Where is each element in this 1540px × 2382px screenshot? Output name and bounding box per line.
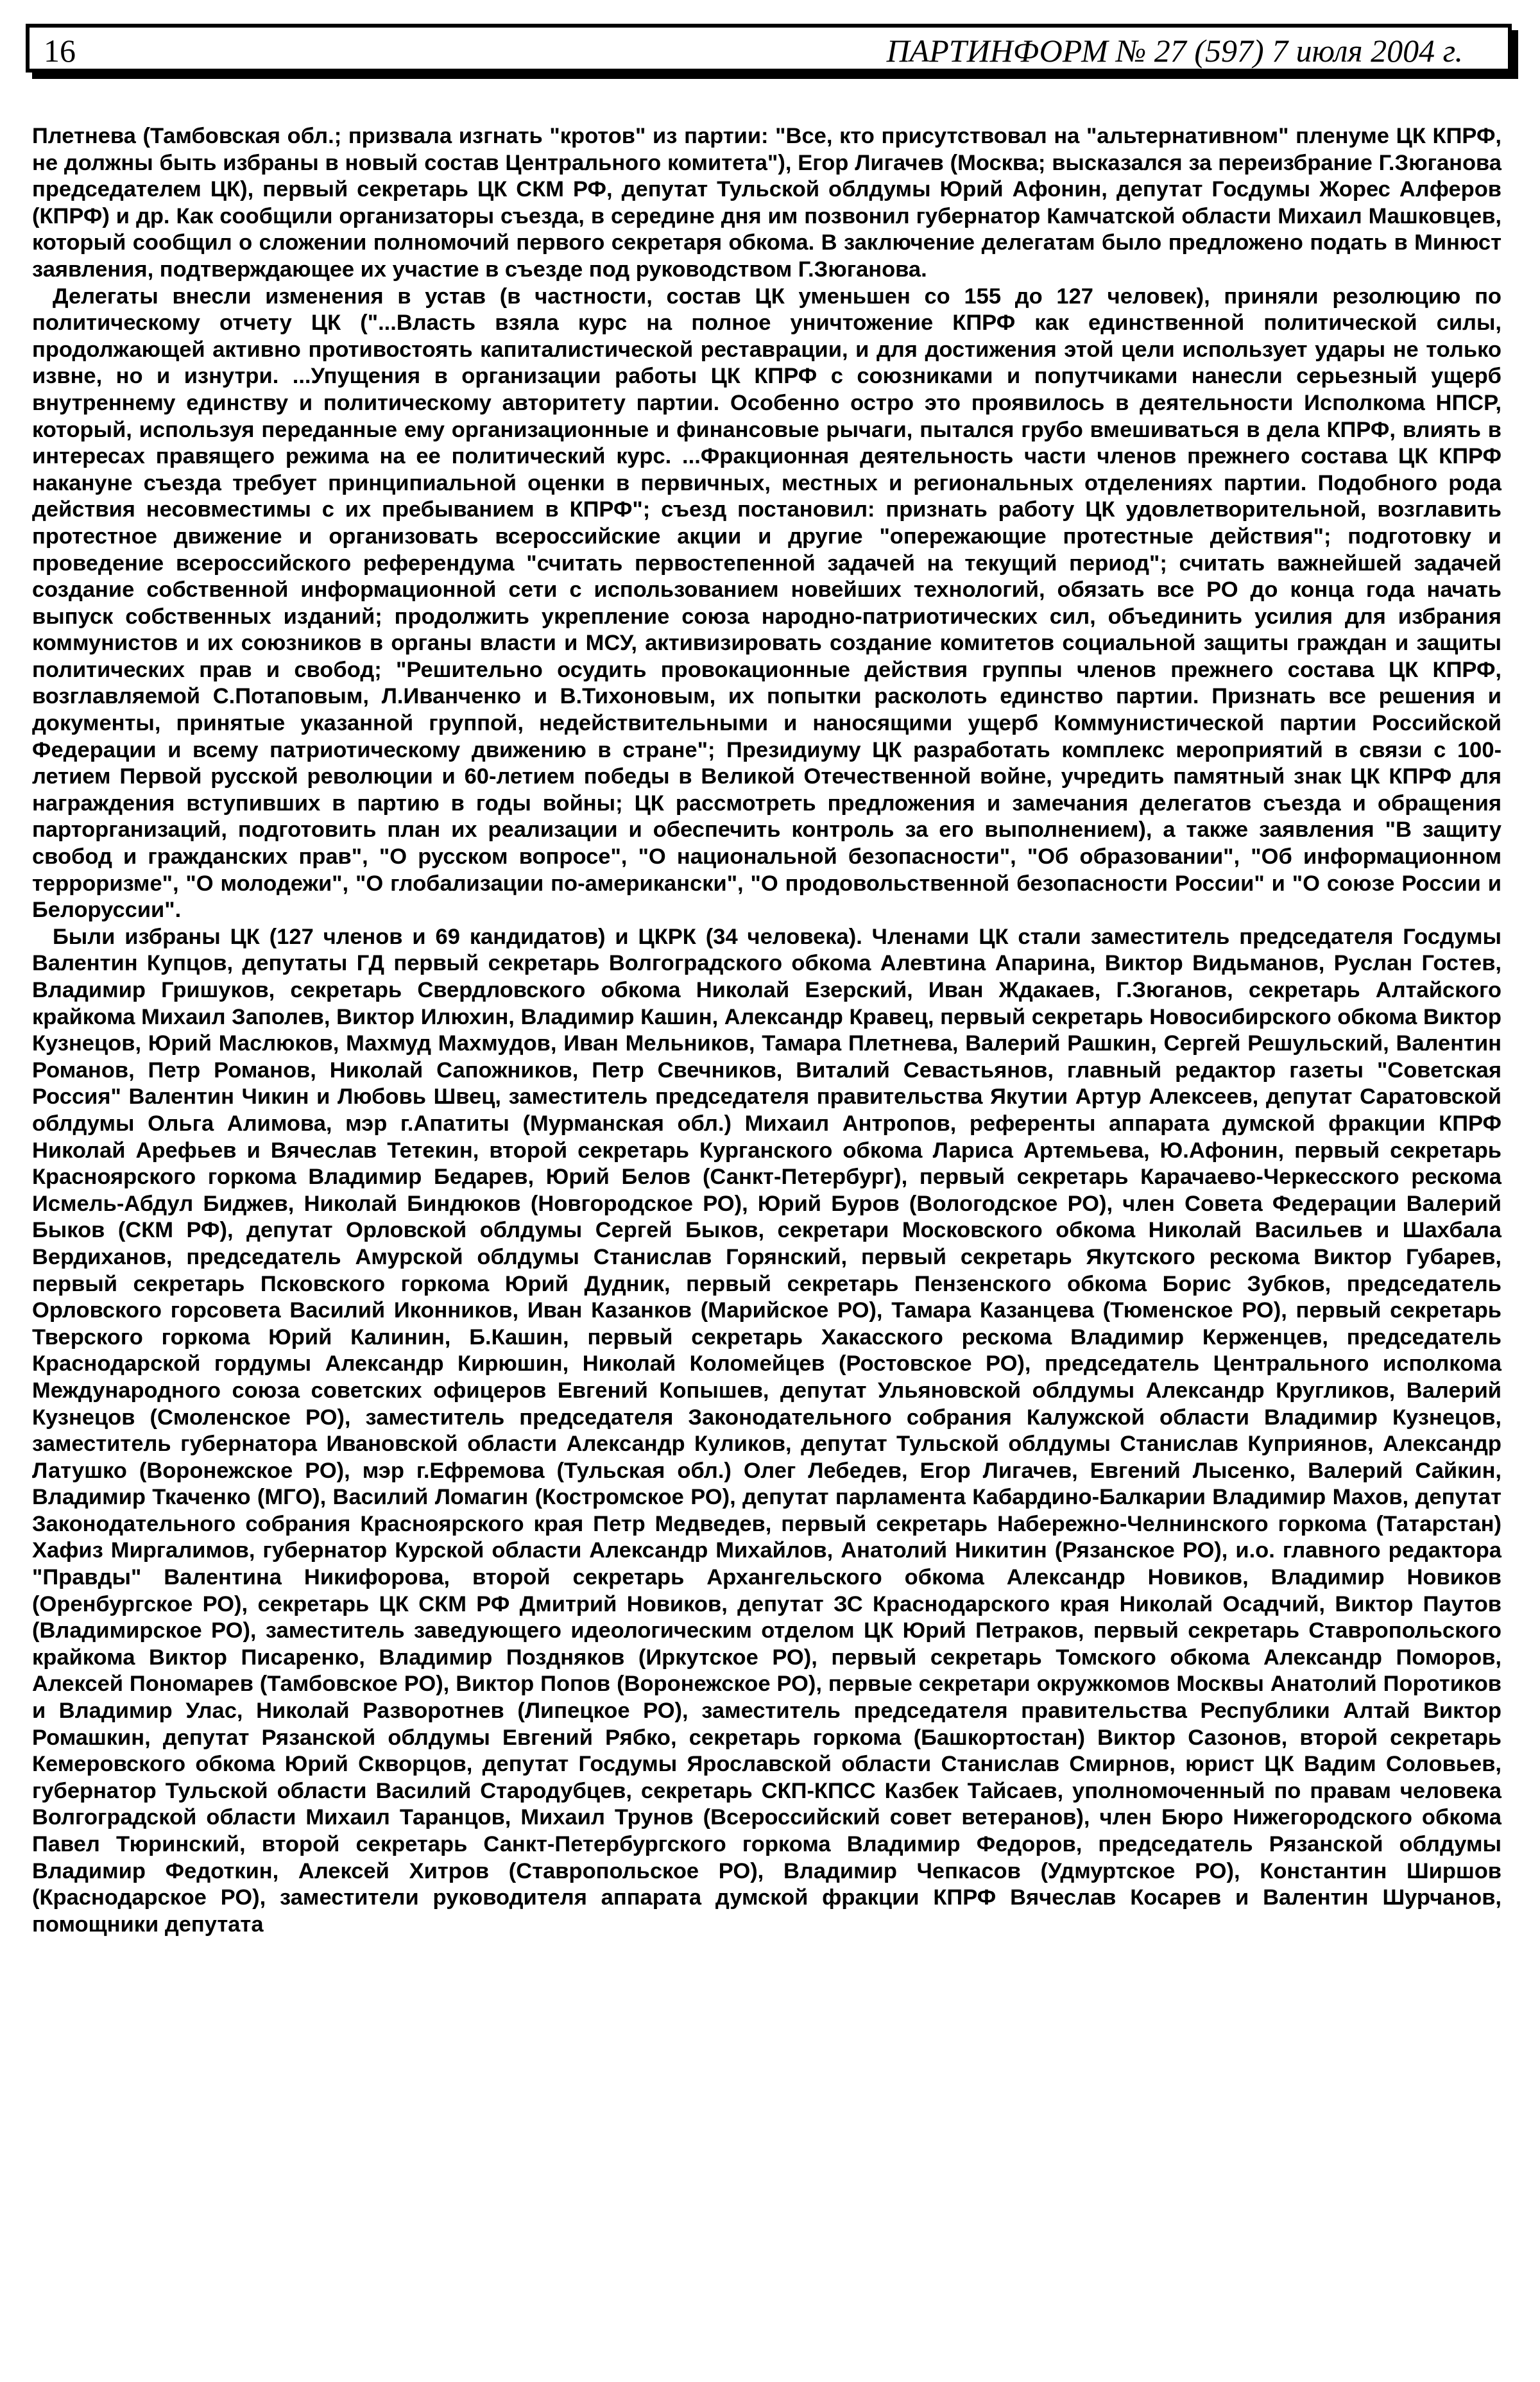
article-paragraph: Были избраны ЦК (127 членов и 69 кандидатов) и ЦКРК (34 человека). Членами ЦК стали заместитель председателя Госдумы Валентин Купцов, депутаты ГД первый секретарь Волгоградского обкома Алевтина Апарина, Виктор Видьманов, Руслан Гостев, Владимир Гришуков, секретарь Свердловского обкома Николай Езерский, Иван Ждакаев, Г.Зюганов, секретарь Алтайского крайкома Михаил Заполев, Виктор Илюхин, Владимир Кашин, Александр Кравец, первый секретарь Новосибирского обкома Виктор Кузнецов, Юрий Маслюков, Махмуд Махмудов, Иван Мельников, Тамара Плетнева, Валерий Рашкин, Сергей Решульский, Валентин Романов, Петр Романов, Николай Сапожников, Петр Свечников, Виталий Севастьянов, главный редактор газеты "Советская Россия" Валентин Чикин и Любовь Швец, заместитель председателя правительства Якутии Артур Алексеев, депутат Саратовской облдумы Ольга Алимова, мэр г.Апатиты (Мурманская обл.) Михаил Антропов, референты аппарата думской фракции КПРФ Николай Арефьев и Вячеслав Тетекин, второй секретарь Курганского обкома Лариса Артемьева, Ю.Афонин, первый секретарь Красноярского горкома Владимир Бедарев, Юрий Белов (Санкт-Петербург), первый секретарь Карачаево-Черкесского рескома Исмель-Абдул Биджев, Николай Биндюков (Новгородское РО), Юрий Буров (Вологодское РО), член Совета Федерации Валерий Быков (СКМ РФ), депутат Орловской облдумы Сергей Быков, секретари Московского обкома Николай Васильев и Шахбала Вердиханов, председатель Амурской облдумы Станислав Горянский, первый секретарь Якутского рескома Виктор Губарев, первый секретарь Псковского горкома Юрий Дудник, первый секретарь Пензенского обкома Борис Зубков, председатель Орловского горсовета Василий Иконников, Иван Казанков (Марийское РО), Тамара Казанцева (Тюменское РО), первый секретарь Тверского горкома Юрий Калинин, Б.Кашин, первый секретарь Хакасского рескома Владимир Керженцев, председатель Краснодарской гордумы Александр Кирюшин, Николай Коломейцев (Ростовское РО), председатель Центрального исполкома Международного союза советских офицеров Евгений Копышев, депутат Ульяновской облдумы Александр Кругликов, Валерий Кузнецов (Смоленское РО), заместитель председателя Законодательного собрания Калужской области Владимир Кузнецов, заместитель губернатора Ивановской области Александр Куликов, депутат Тульской облдумы Станислав Куприянов, Александр Латушко (Воронежское РО), мэр г.Ефремова (Тульская обл.) Олег Лебедев, Егор Лигачев, Евгений Лысенко, Валерий Сайкин, Владимир Ткаченко (МГО), Василий Ломагин (Костромское РО), депутат парламента Кабардино-Балкарии Владимир Махов, депутат Законодательного собрания Красноярского края Петр Медведев, первый секретарь Набережно-Челнинского горкома (Татарстан) Хафиз Миргалимов, губернатор Курской области Александр Михайлов, Анатолий Никитин (Рязанское РО), и.о. главного редактора "Правды" Валентина Никифорова, второй секретарь Архангельского обкома Александр Новиков, Владимир Новиков (Оренбургское РО), секретарь ЦК СКМ РФ Дмитрий Новиков, депутат ЗС Краснодарского края Николай Осадчий, Виктор Паутов (Владимирское РО), заместитель заведующего идеологическим отделом ЦК Юрий Петраков, первый секретарь Ставропольского крайкома Виктор Писаренко, Владимир Поздняков (Иркутское РО), первый секретарь Томского обкома Александр Поморов, Алексей Пономарев (Тамбовское РО), Виктор Попов (Воронежское РО), первые секретари окружкомов Москвы Анатолий Поротиков и Владимир Улас, Николай Разворотнев (Липецкое РО), заместитель председателя правительства Республики Алтай Виктор Ромашкин, депутат Рязанской облдумы Евгений Рябко, секретарь горкома (Башкортостан) Виктор Сазонов, второй секретарь Кемеровского обкома Юрий Скворцов, депутат Госдумы Ярославской области Станислав Смирнов, юрист ЦК Вадим Соловьев, губернатор Тульской области Василий Стародубцев, секретарь СКП-КПСС Казбек Тайсаев, уполномоченный по правам человека Волгоградской области Михаил Таранцов, Михаил Трунов (Всероссийский совет ветеранов), член Бюро Нижегородского обкома Павел Тюринский, второй секретарь Санкт-Петербургского горкома Владимир Федоров, председатель Рязанской облдумы Владимир Федоткин, Алексей Хитров (Ставропольское РО), Владимир Чепкасов (Удмуртское РО), Константин Ширшов (Краснодарское РО), заместители руководителя аппарата думской фракции КПРФ Вячеслав Косарев и Валентин Шурчанов, помощники депутата xyxy=(32,924,1502,1937)
page-number: 16 xyxy=(44,33,76,69)
issue-title: ПАРТИНФОРМ № 27 (597) 7 июля 2004 г. xyxy=(886,33,1463,69)
article-paragraph: Делегаты внесли изменения в устав (в частности, состав ЦК уменьшен со 155 до 127 человек), приняли резолюцию по политическому отчету ЦК ("...Власть взяла курс на полное уничтожение КПРФ как единственной политической силы, продолжающей активно противостоять капиталистической реставрации, и для достижения этой цели использует удары не только извне, но и изнутри. ...Упущения в организации работы ЦК КПРФ с союзниками и попутчиками нанесли серьезный ущерб внутреннему единству и политическому авторитету партии. Особенно остро это проявилось в деятельности Исполкома НПСР, который, используя переданные ему организационные и финансовые рычаги, пытался грубо вмешиваться в дела КПРФ, влиять в интересах правящего режима на ее политический курс. ...Фракционная деятельность части членов прежнего состава ЦК КПРФ накануне съезда требует принципиальной оценки в первичных, местных и региональных отделениях партии. Подобного рода действия несовместимы с их пребыванием в КПРФ"; съезд постановил: признать работу ЦК удовлетворительной, возглавить протестное движение и организовать всероссийские акции и другие "опережающие протестные действия"; подготовку и проведение всероссийского референдума "считать первостепенной задачей на текущий период"; считать важнейшей задачей создание собственной информационной сети с использованием новейших технологий, обязать все РО до конца года начать выпуск собственных изданий; продолжить укрепление союза народно-патриотических сил, объединить усилия для избрания коммунистов и их союзников в органы власти и МСУ, активизировать создание комитетов социальной защиты граждан и защиты политических прав и свобод; "Решительно осудить провокационные действия группы членов прежнего состава ЦК КПРФ, возглавляемой С.Потаповым, Л.Иванченко и В.Тихоновым, их попытки расколоть единство партии. Признать все решения и документы, принятые указанной группой, недействительными и наносящими ущерб Коммунистической партии Российской Федерации и всему патриотическому движению в стране"; Президиуму ЦК разработать комплекс мероприятий в связи с 100-летием Первой русской революции и 60-летием победы в Великой Отечественной войне, учредить памятный знак ЦК КПРФ для награждения вступивших в партию в годы войны; ЦК рассмотреть предложения и замечания делегатов съезда и обращения парторганизаций, подготовить план их реализации и обеспечить контроль за его выполнением), а также заявления "В защиту свобод и гражданских прав", "О русском вопросе", "О национальной безопасности", "Об образовании", "Об информационном терроризме", "О молодежи", "О глобализации по-американски", "О продовольственной безопасности России" и "О союзе России и Белоруссии". xyxy=(32,284,1502,923)
page-header xyxy=(26,24,1512,73)
article-body xyxy=(32,123,1502,1938)
article-paragraph: Плетнева (Тамбовская обл.; призвала изгнать "кротов" из партии: "Все, кто присутствовал на "альтернативном" пленуме ЦК КПРФ, не должны быть избраны в новый состав Центрального комитета"), Егор Лигачев (Москва; высказался за переизбрание Г.Зюганова председателем ЦК), первый секретарь ЦК СКМ РФ, депутат Тульской облдумы Юрий Афонин, депутат Госдумы Жорес Алферов (КПРФ) и др. Как сообщили организаторы съезда, в середине дня им позвонил губернатор Камчатской области Михаил Машковцев, который сообщил о сложении полномочий первого секретаря обкома. В заключение делегатам было предложено подать в Минюст заявления, подтверждающее их участие в съезде под руководством Г.Зюганова. xyxy=(32,124,1502,282)
